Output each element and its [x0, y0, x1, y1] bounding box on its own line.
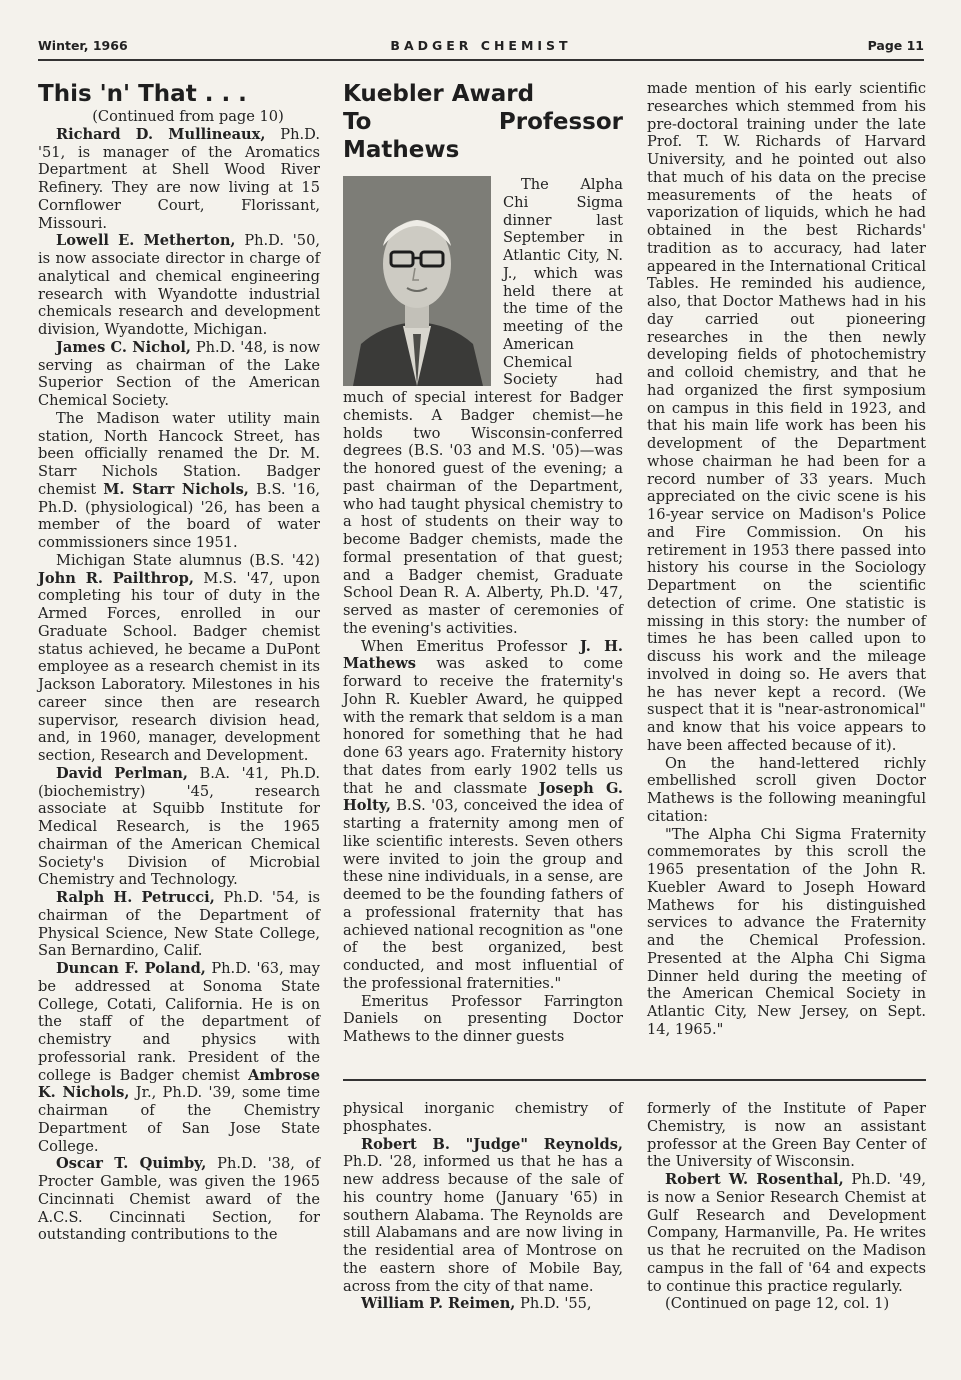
person-name: James C. Nichol,: [56, 338, 191, 356]
column-article-continued: [647, 80, 926, 1039]
publication-title: BADGER CHEMIST: [390, 38, 572, 53]
article-title-line: Kuebler Award: [343, 81, 535, 107]
item-text: Ph.D. '51, is manager of the Aromatics Department at Shell Wood River Refinery. They are now living at 15 Cornflower Court, Florissant, Missouri.: [38, 125, 320, 232]
news-item: [343, 1136, 623, 1296]
news-item: [38, 410, 320, 552]
header-rule: [38, 59, 924, 61]
article-paragraph: On the hand-lettered richly embellished scroll given Doctor Mathews is the following meaningful citation:: [647, 754, 926, 825]
item-text: B.A. '41, Ph.D. (biochemistry) '45, research associate at Squibb Institute for Medical Research, is the 1965 chairman of the American Chemical Society's Division of Microbial Chemistry and Technology.: [38, 764, 321, 889]
issue-date: Winter, 1966: [38, 38, 128, 53]
continued-note: (Continued on page 12, col. 1): [665, 1295, 890, 1313]
news-item: [343, 1295, 623, 1313]
item-text: B.S. '03, conceived the idea of starting a fraternity among men of like scientific interests. Seven others were invited to join the group and these nine individuals, in a sense, are deemed to be the founding fathers of a professional fraternity that has achieved national recognition as "one of the best organized, best conducted, and most influential of the professional fraternities.": [343, 797, 623, 992]
item-text: M.S. '47, upon completing his tour of duty in the Armed Forces, enrolled in our Graduate School. Badger chemist status achieved, he became a DuPont employee as a research chemist in its Jackson Laboratory. Milestones in his career since then are research supervisor, research division head, and, in 1960, manager, development section, Research and Development.: [38, 569, 321, 764]
item-text: Ph.D. '63, may be addressed at Sonoma State College, Cotati, California. He is on the staff of the department of chemistry and physics with professorial rank. President of the college is Badger chemist: [38, 960, 320, 1084]
person-name: Duncan F. Poland,: [56, 960, 206, 977]
person-name: Ralph H. Petrucci,: [56, 889, 215, 906]
person-name: Robert W. Rosenthal,: [665, 1171, 844, 1188]
news-item: [38, 339, 320, 410]
news-item: [38, 1155, 320, 1244]
person-name: Oscar T. Quimby,: [56, 1155, 207, 1173]
news-item: [38, 232, 320, 339]
portrait-photo: [343, 176, 491, 386]
person-name: Lowell E. Metherton,: [56, 232, 236, 250]
article-paragraph: The Alpha Chi Sigma dinner last September in Atlantic City, N. J., which was held there at the time of the meeting of the American Chemical Society had much of special interest for Badger chemists. A Badger chemist—he holds two Wisconsin-conferred degrees (B.S. '03 and M.S. '05)—was the honored guest of the evening; a past chairman of the Department, who had taught physical chemistry to a host of students on their way to become Badger chemists, made the formal presentation of that guest; and a Badger chemist, Graduate School Dean R. A. Alberty, Ph.D. '47, served as master of ceremonies of the evening's activities.: [343, 176, 623, 637]
person-name: William P. Reimen,: [361, 1295, 516, 1313]
section-title: This 'n' That . . .: [38, 81, 247, 107]
item-text: Jr., Ph.D. '39, some time chairman of the Chemistry Department of San Jose State College.: [38, 1084, 320, 1155]
news-item: physical inorganic chemistry of phosphates.: [343, 1100, 623, 1135]
section-divider: [343, 1079, 926, 1081]
item-text: Ph.D. '49, is now a Senior Research Chemist at Gulf Research and Development Company, Harmanville, Pa. He writes us that he recruited on the Madison campus in the fall of '64 and expects to continue this practice regularly.: [647, 1171, 926, 1295]
item-text: was asked to come forward to receive the fraternity's John R. Kuebler Award, he quipped with the remark that seldom is a man honored for something that he had done 63 years ago. Fraternity history that dates from early 1902 tells us that he and classmate: [343, 655, 623, 797]
citation-quote: "The Alpha Chi Sigma Fraternity commemorates by this scroll the 1965 presentation of the John R. Kuebler Award to Joseph Howard Mathews for his distinguished services to advance the Fraternity and the Chemical Profession. Presented at the Alpha Chi Sigma Dinner held during the meeting of the American Chemical Society in Atlantic City, New Jersey, on Sept. 14, 1965.": [647, 825, 926, 1038]
person-name: Joseph G. Holty,: [343, 779, 623, 815]
person-name: J. H. Mathews: [343, 637, 623, 673]
column-kuebler-award: [343, 80, 623, 1046]
person-name: David Perlman,: [56, 764, 188, 782]
news-item: [38, 960, 320, 1155]
news-item: [38, 889, 320, 960]
person-name: M. Starr Nichols,: [103, 480, 249, 498]
item-text: Ph.D. '50, is now associate director in charge of analytical and chemical engineering research with Wyandotte industrial chemicals research and development division, Wyandotte, Michigan.: [38, 232, 320, 338]
item-text: When Emeritus Professor: [361, 637, 580, 655]
column-this-n-that: [38, 80, 320, 1244]
article-paragraph: Emeritus Professor Farrington Daniels on presenting Doctor Mathews to the dinner guests: [343, 992, 623, 1045]
item-text: B.S. '16, Ph.D. (physiological) '26, has been a member of the board of water commissioners since 1951.: [38, 480, 320, 551]
page-number: Page 11: [867, 38, 924, 53]
news-item: [38, 126, 320, 233]
item-text: Ph.D. '55,: [515, 1295, 592, 1313]
page-header: [38, 38, 924, 58]
item-text: Ph.D. '28, informed us that he has a new address because of the sale of his country home (January '65) in southern Alabama. The Reynolds are still Alabamans and are now living in the residential area of Montrose on the eastern shore of Mobile Bay, across from the city of that name.: [343, 1153, 623, 1295]
person-name: Richard D. Mullineaux,: [56, 125, 266, 143]
continued-note: (Continued from page 10): [92, 108, 284, 125]
item-text: Ph.D. '54, is chairman of the Department of Physical Science, New State College, San Bernardino, Calif.: [38, 889, 320, 960]
news-item: formerly of the Institute of Paper Chemistry, is now an assistant professor at the Green Bay Center of the University of Wisconsin.: [647, 1100, 926, 1171]
news-item: [38, 552, 320, 765]
portrait-illustration: [343, 176, 491, 386]
item-text: Michigan State alumnus (B.S. '42): [56, 551, 320, 569]
column-notes-continued-2: [647, 1100, 926, 1313]
news-item: [647, 1171, 926, 1295]
article-paragraph: [343, 638, 623, 993]
person-name: Robert B. "Judge" Reynolds,: [361, 1135, 623, 1153]
person-name: John R. Pailthrop,: [38, 569, 194, 587]
article-title-line: To Professor Mathews: [343, 109, 623, 163]
article-title: [343, 80, 623, 164]
item-text: Ph.D. '48, is now serving as chairman of the Lake Superior Section of the American Chemical Society.: [38, 338, 320, 409]
news-item: [38, 765, 320, 889]
item-text: The Madison water utility main station, North Hancock Street, has been officially renamed the Dr. M. Starr Nichols Station. Badger chemist: [38, 409, 320, 498]
article-paragraph: made mention of his early scientific researches which stemmed from his pre-doctoral training under the late Prof. T. W. Richards of Harvard University, and he pointed out also that much of his data on the precise measurements of the heats of vaporization of liquids, which he had obtained in the best Richards' tradition as to accuracy, had later appeared in the International Critical Tables. He reminded his audience, also, that Doctor Mathews had in his day carried out pioneering researches in the then newly developing fields of photochemistry and colloid chemistry, and that he had organized the first symposium on campus in this field in 1923, and that his main life work has been his development of the Department whose chairman he had been for a record number of 33 years. Much appreciated on the civic scene is his 16-year service on Madison's Police and Fire Commission. On his retirement in 1953 there passed into history his course in the Sociology Department on the scientific detection of crime. One statistic is missing in this story: the number of times he has been called upon to discuss his work and the mileage involved in doing so. He avers that he has never kept a record. (We suspect that it is "near-astronomical" and know that his voice appears to have been affected because of it).: [647, 80, 926, 754]
item-text: Ph.D. '38, of Procter Gamble, was given the 1965 Cincinnati Chemist award of the A.C.S. Cincinnati Section, for outstanding contributions to the: [38, 1155, 320, 1244]
column-notes-continued: [343, 1100, 623, 1313]
person-name: Ambrose K. Nichols,: [38, 1066, 320, 1102]
